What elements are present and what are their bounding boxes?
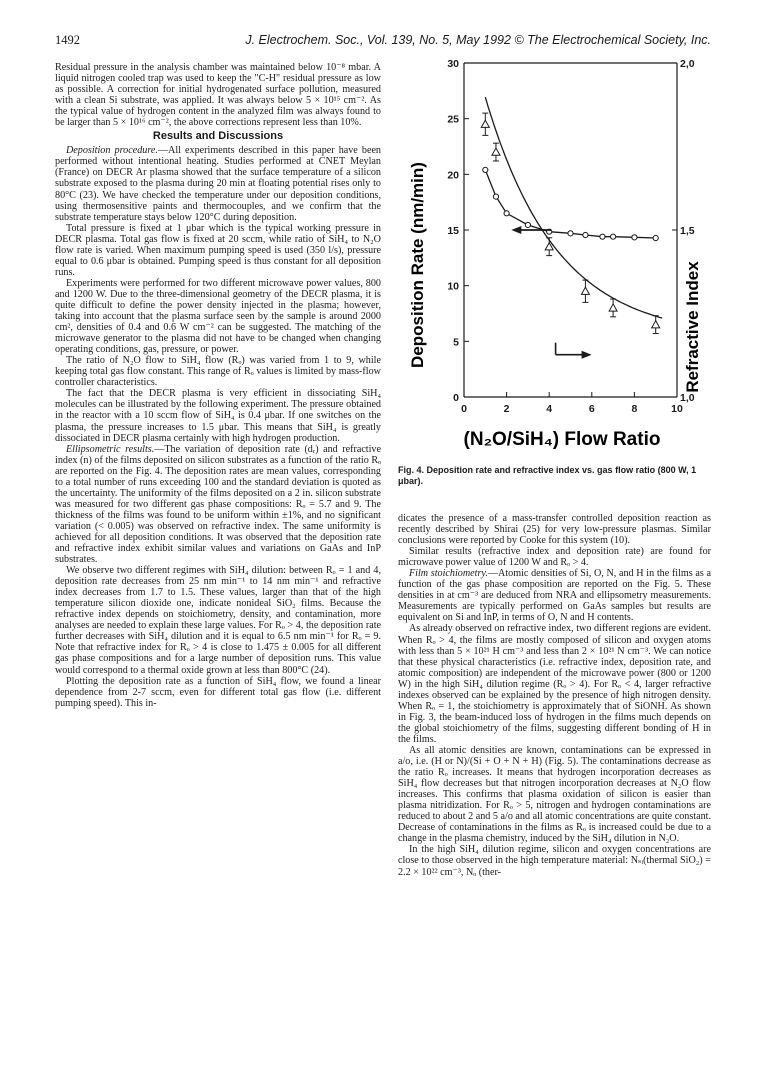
paragraph: Plotting the deposition rate as a function of SiH₄ flow, we found a linear dependence from 2-7 sccm, even for different total gas flow (i.e. different pumping speed). This in-	[55, 675, 381, 709]
refractive-index-point	[632, 235, 637, 240]
paragraph	[55, 444, 381, 566]
x-tick-label: 8	[631, 403, 638, 415]
left-column	[55, 62, 381, 709]
figure-caption: Fig. 4. Deposition rate and refractive index vs. gas flow ratio (800 W, 1 μbar).	[398, 465, 697, 486]
paragraph: As all atomic densities are known, contaminations can be expressed in a/o, i.e. (H or N)/(Si + O + N + H) (Fig. 5). The contaminations decrease as the ratio Rₒ increases. It means that hydrogen incorporation decreases as SiH₄ flow decreases but that nitrogen incorporation decreases at N₂O flow increases. This confirms that plasma oxidation of silicon is easier than plasma nitridization. For Rₒ > 5, nitrogen and hydrogen contaminations are reduced to about 2 and 5 a/o and all atomic concentrations are quite constant. Decrease of contaminations in the films as Rₒ is increased could be due to a change in the plasma chemistry, induced by the SiH₄ dilution in N₂O.	[398, 744, 711, 845]
y-right-tick-label: 1,5	[680, 225, 695, 237]
page-number: 1492	[55, 33, 80, 47]
deposition-rate-point	[609, 304, 617, 311]
paragraph-text: —The variation of deposition rate (dᵣ) and refractive index (n) of the films deposited on silicon substrates as a function of the ratio Rₒ are reported on the Fig. 4. The deposition rates are mean values, corresponding to a total number of runs exceeding 100 and the standard deviation is quoted as the uncertainty. The uniformity of the films deposited on a 2 in. silicon substrate was measured for two different gas phase compositions: Rₒ = 5.7 and 9. The thickness of the films was found to be uniform within ±1%, and no significant variation (< 0.005) was observed on refractive index. The same uniformity is achieved for all deposition conditions. It was observed that the deposition rate and refractive index exhibit similar values and variations on GaAs and InP substrates.	[55, 443, 381, 566]
deposition-rate-point	[492, 148, 500, 155]
y-left-tick-label: 25	[447, 113, 459, 126]
refractive-index-point	[525, 222, 530, 227]
deposition-rate-point	[581, 287, 589, 294]
x-tick-label: 4	[546, 403, 553, 415]
chart-axes	[464, 63, 677, 397]
paragraph-lead: Deposition procedure.	[66, 145, 158, 157]
journal-title: J. Electrochem. Soc., Vol. 139, No. 5, May 1992 © The Electrochemical Society, Inc.	[245, 33, 711, 47]
y-axis-right-label: Refractive Index	[683, 261, 702, 393]
paragraph: Residual pressure in the analysis chamber was maintained below 10⁻⁸ mbar. A liquid nitrogen cooled trap was used to keep the "C-H" residual pressure as low as possible. A correction for initial hydrogenated surface pollution, measured with a clean Si substrate, was applied. It was always below 5 × 10¹⁵ cm⁻². As the typical value of hydrogen content in the analyzed film was always found to be larger than 5 × 10¹⁶ cm⁻², the above corrections represent less than 10%.	[55, 62, 381, 129]
paragraph: The ratio of N₂O flow to SiH₄ flow (Rₒ) was varied from 1 to 9, while keeping total gas flow constant. This range of Rₒ values is limited by mass-flow controller characteristics.	[55, 355, 381, 389]
y-right-tick-label: 2,0	[680, 58, 695, 70]
paragraph: Similar results (refractive index and deposition rate) are found for microwave power value of 1200 W and Rₒ > 4.	[398, 546, 711, 569]
paragraph: The fact that the DECR plasma is very efficient in dissociating SiH₄ molecules can be illustrated by the following experiment. The pressure obtained in the reactor with a 10 sccm flow of SiH₄ is 0.4 μbar. If one switches on the plasma, the pressure increases to 1.5 μbar. This means that SiH₄ is greatly dissociated in DECR plasma certainly with high hydrogen production.	[55, 388, 381, 444]
y-left-tick-label: 0	[453, 392, 459, 404]
paragraph: In the high SiH₄ dilution regime, silicon and oxygen concentrations are close to those observed in the high temperature material: Nₛᵢ(thermal SiO₂) = 2.2 × 10²² cm⁻³, Nₒ (ther-	[398, 844, 711, 878]
refractive-index-point	[493, 194, 498, 199]
arrowhead-right	[582, 351, 592, 359]
paragraph	[398, 568, 711, 623]
figure-4-chart	[392, 55, 712, 455]
deposition-rate-point	[652, 321, 660, 328]
arrowhead-left	[511, 226, 521, 234]
refractive-index-curve	[485, 170, 655, 238]
x-tick-label: 0	[461, 403, 467, 415]
x-tick-label: 2	[503, 403, 510, 415]
y-left-tick-label: 20	[447, 169, 459, 182]
refractive-index-point	[568, 231, 573, 236]
paragraph-lead: Ellipsometric results.	[66, 443, 155, 455]
chart-marks	[481, 97, 662, 333]
y-left-tick-label: 5	[453, 336, 459, 349]
paragraph-lead: Film stoichiometry.	[409, 568, 488, 580]
deposition-rate-point	[481, 120, 489, 127]
x-tick-label: 10	[671, 403, 683, 415]
paragraph: We observe two different regimes with SiH₄ dilution: between Rₒ = 1 and 4, deposition rate decreases from 25 nm min⁻¹ to 14 nm min⁻¹ and refractive index decreases from 1.7 to 1.5. These values, larger than that of the high temperature silicon dioxide one, indicate nonideal SiO₂ films. Because the refractive index depends on stoichiometry, density, and contamination, more analyses are needed to explain these large values. For Rₒ > 4, the deposition rate further decreases with SiH₄ dilution and it is equal to 6.5 nm min⁻¹ for Rₒ = 9. Note that refractive index for Rₒ > 4 is close to 1.475 ± 0.005 for all different gas phase compositions and for a large number of deposition runs. This value would correspond to a thermal oxide grown at less than 800°C (24).	[55, 565, 381, 676]
y-axis-left-label: Deposition Rate (nm/min)	[408, 162, 427, 368]
x-tick-label: 6	[588, 403, 595, 415]
refractive-index-point	[611, 234, 616, 239]
refractive-index-point	[504, 211, 509, 216]
refractive-index-point	[653, 235, 658, 240]
refractive-index-point	[483, 167, 488, 172]
y-left-tick-label: 30	[447, 58, 459, 70]
y-left-tick-label: 10	[447, 280, 459, 293]
deposition-rate-curve	[485, 97, 662, 318]
y-left-tick-label: 15	[447, 225, 459, 237]
right-column	[398, 513, 711, 878]
y-right-tick-label: 1,0	[680, 392, 695, 404]
paragraph: As already observed on refractive index, two different regions are evident. When Rₒ > 4, the films are mostly composed of silicon and oxygen atoms with less than 5 × 10²¹ H cm⁻³ and less than 2 × 10²¹ N cm⁻³. We can notice that these physical characteristics (i.e. refractive index, deposition rate, and atomic composition) are independent of the microwave power (800 or 1200 W) in the high SiH₄ dilution regime (Rₒ > 4). For Rₒ < 4, larger refractive indexes observed can be explained by the presence of high nitrogen density. When Rₒ = 1, the stoichiometry is approximately that of SiONH. As shown in Fig. 3, the beam-induced loss of hydrogen in the films much depends on the global stoichiometry of the films, suggesting different bonding of H in the films.	[398, 623, 711, 745]
paragraph-text: —All experiments described in this paper have been performed without intentional heating. Studies performed at CNET Meylan (France) on DECR Ar plasma showed that the surface temperature of a silicon substrate exposed to the plasma during 20 min at floating potential rises only to 80°C (23). We have checked the temperature under our deposition conditions, using thermosensitive paints and thermocouples, and we confirm that the substrate temperature stays below 120°C during deposition.	[55, 145, 381, 223]
paragraph: Experiments were performed for two different microwave power values, 800 and 1200 W. Due to the three-dimensional geometry of the DECR plasma, it is quite difficult to define the power density injected in the plasma; however, taking into account that the plasma surface seen by the sample is around 2000 cm², densities of 0.4 and 0.6 W cm⁻² can be suggested. The matching of the microwave generator to the plasma did not have to be changed when changing operating conditions, gas, pressure, or power.	[55, 277, 381, 356]
page-header	[55, 33, 711, 49]
paragraph: Total pressure is fixed at 1 μbar which is the typical working pressure in DECR plasma. Total gas flow is fixed at 20 sccm, while ratio of SiH₄ to N₂O flow rate is varied. When maximum pumping speed is used (350 l/s), pressure equal to 0.6 μbar is obtained. Pumping speed is thus constant for all deposition runs.	[55, 222, 381, 278]
paragraph	[55, 145, 381, 222]
x-axis-label: (N₂O/SiH₄) Flow Ratio	[463, 429, 661, 450]
refractive-index-point	[600, 234, 605, 239]
refractive-index-point	[583, 232, 588, 237]
paragraph: dicates the presence of a mass-transfer controlled deposition reaction as recently described by Shirai (25) for very low-pressure plasmas. Similar conclusions were reported by Cooke for this system (10).	[398, 513, 711, 547]
section-heading: Results and Discussions	[152, 130, 284, 143]
paragraph-text: —Atomic densities of Si, O, N, and H in the films as a function of the gas phase composition are reported on the Fig. 5. These densities in at cm⁻³ are deduced from NRA and ellipsometry measurements. Measurements are typically performed on GaAs samples but results are equivalent on Si and InP, in terms of O, N and H contents.	[398, 568, 711, 624]
